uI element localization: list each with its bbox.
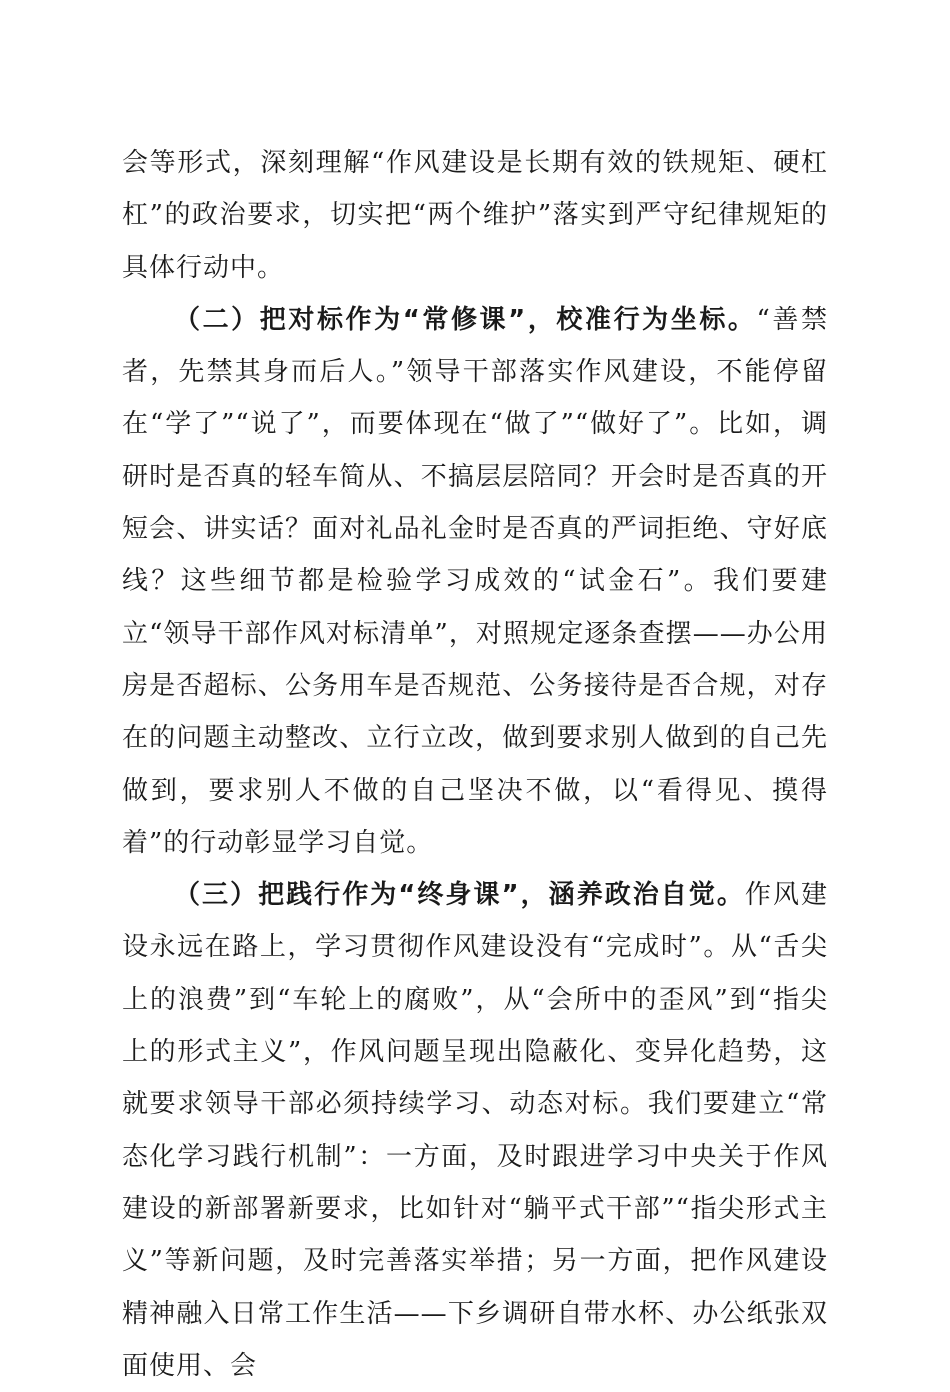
section-heading: （二）把对标作为“常修课”，校准行为坐标。	[174, 304, 757, 335]
paragraph-continuation	[122, 137, 828, 294]
section-heading: （三）把践行作为“终身课”，涵养政治自觉。	[174, 880, 745, 911]
paragraph-text: “善禁者，先禁其身而后人。”领导干部落实作风建设，不能停留在“学了”“说了”，而要体现在“做了”“做好了”。比如，调研时是否真的轻车简从、不搞层层陪同？开会时是否真的开短会、讲实话？面对礼品礼金时是否真的严词拒绝、守好底线？这些细节都是检验学习成效的“试金石”。我们要建立“领导干部作风对标清单”，对照规定逐条查摆——办公用房是否超标、公务用车是否规范、公务接待是否合规，对存在的问题主动整改、立行立改，做到要求别人做到的自己先做到，要求别人不做的自己坚决不做，以“看得见、摸得着”的行动彰显学习自觉。	[122, 304, 828, 858]
paragraph-section-two	[122, 294, 828, 869]
paragraph-text: 会等形式，深刻理解“作风建设是长期有效的铁规矩、硬杠杠”的政治要求，切实把“两个维护”落实到严守纪律规矩的具体行动中。	[122, 148, 828, 283]
paragraph-text: 作风建设永远在路上，学习贯彻作风建设没有“完成时”。从“舌尖上的浪费”到“车轮上的腐败”，从“会所中的歪风”到“指尖上的形式主义”，作风问题呈现出隐蔽化、变异化趋势，这就要求领导干部必须持续学习、动态对标。我们要建立“常态化学习践行机制”：一方面，及时跟进学习中央关于作风建设的新部署新要求，比如针对“躺平式干部”“指尖形式主义”等新问题，及时完善落实举措；另一方面，把作风建设精神融入日常工作生活——下乡调研自带水杯、办公纸张双面使用、会	[122, 880, 828, 1381]
paragraph-section-three	[122, 869, 828, 1392]
document-body	[122, 137, 828, 1392]
